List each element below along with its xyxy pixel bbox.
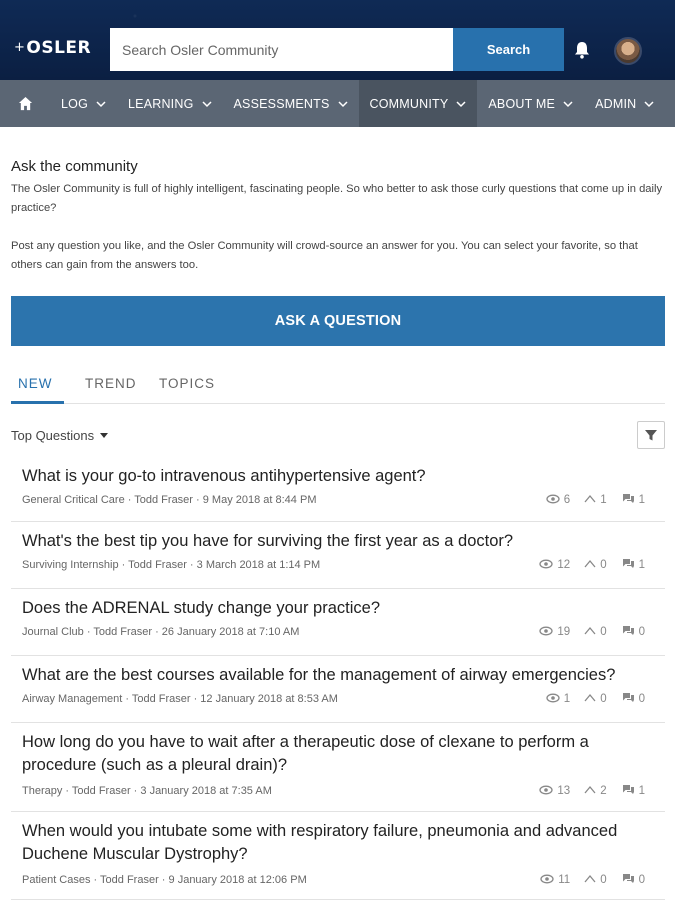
question-title[interactable]: What is your go-to intravenous antihypertensive agent?: [22, 467, 426, 485]
votes-count[interactable]: 0: [584, 874, 606, 886]
list-item[interactable]: [11, 589, 665, 656]
search-input[interactable]: [110, 28, 453, 71]
chevron-down-icon: [456, 99, 466, 109]
question-meta: Patient Cases · Todd Fraser · 9 January 2018 at 12:06 PM: [22, 874, 307, 886]
question-stats: [526, 873, 645, 887]
comments-icon: [621, 873, 639, 887]
answers-count: 0: [621, 625, 645, 639]
chevron-down-icon: [202, 99, 212, 109]
chevron-down-icon: [338, 99, 348, 109]
upvote-icon[interactable]: [584, 559, 600, 571]
nav-item-community[interactable]: COMMUNITY: [359, 80, 478, 127]
nav-item-log[interactable]: LOG: [50, 80, 117, 127]
tab-new[interactable]: NEW: [18, 376, 53, 391]
upvote-icon[interactable]: [584, 494, 600, 506]
bell-icon[interactable]: [572, 40, 592, 60]
chevron-down-icon: [563, 99, 573, 109]
question-title[interactable]: What are the best courses available for the management of airway emergencies?: [22, 666, 616, 684]
question-meta: Airway Management · Todd Fraser · 12 January 2018 at 8:53 AM: [22, 693, 338, 705]
main-nav: [0, 80, 675, 127]
search-button[interactable]: Search: [453, 28, 564, 71]
answers-count: 1: [621, 558, 645, 572]
nav-item-admin[interactable]: ADMIN: [584, 80, 665, 127]
votes-count[interactable]: 0: [584, 693, 606, 705]
nav-item-learning[interactable]: LEARNING: [117, 80, 223, 127]
question-meta: Surviving Internship · Todd Fraser · 3 March 2018 at 1:14 PM: [22, 559, 321, 571]
question-stats: [525, 558, 645, 572]
caret-down-icon: [100, 433, 108, 438]
chevron-down-icon: [96, 99, 106, 109]
upvote-icon[interactable]: [584, 785, 600, 797]
question-title[interactable]: Does the ADRENAL study change your practice?: [22, 599, 380, 617]
top-header: [0, 0, 675, 80]
answers-count: 1: [621, 784, 645, 798]
views-count: 6: [546, 494, 570, 507]
views-count: 13: [539, 785, 570, 798]
list-item[interactable]: [11, 812, 665, 900]
question-meta: Journal Club · Todd Fraser · 26 January 2018 at 7:10 AM: [22, 626, 300, 638]
intro-paragraph: The Osler Community is full of highly intelligent, fascinating people. So who better to ask those curly questions that come up in daily practice?: [11, 183, 663, 214]
question-title[interactable]: What's the best tip you have for surviving the first year as a doctor?: [22, 532, 514, 550]
question-stats: [525, 784, 645, 798]
active-tab-indicator: [11, 401, 64, 404]
comments-icon: [621, 493, 639, 507]
views-count: 12: [539, 559, 570, 572]
votes-count[interactable]: 1: [584, 494, 606, 506]
question-stats: [525, 625, 645, 639]
question-title[interactable]: How long do you have to wait after a therapeutic dose of clexane to perform a procedure (such as a pleural drain)?: [22, 733, 589, 774]
votes-count[interactable]: 0: [584, 559, 606, 571]
ask-question-button[interactable]: ASK A QUESTION: [11, 296, 665, 346]
answers-count: 0: [621, 692, 645, 706]
avatar[interactable]: [614, 37, 642, 65]
question-meta: General Critical Care · Todd Fraser · 9 May 2018 at 8:44 PM: [22, 494, 317, 506]
sort-dropdown[interactable]: Top Questions: [11, 428, 108, 443]
eye-icon: [546, 494, 564, 507]
list-item[interactable]: [11, 656, 665, 723]
answers-count: 1: [621, 493, 645, 507]
nav-item-about-me[interactable]: ABOUT ME: [477, 80, 584, 127]
list-item[interactable]: [11, 723, 665, 812]
page-title: Ask the community: [11, 158, 138, 175]
home-icon: [18, 96, 33, 111]
intro-paragraph: Post any question you like, and the Osler Community will crowd-source an answer for you. You can select your favorite, so that others can gain from the answers too.: [11, 240, 638, 271]
list-item[interactable]: [11, 522, 665, 589]
question-meta: Therapy · Todd Fraser · 3 January 2018 at 7:35 AM: [22, 785, 272, 797]
comments-icon: [621, 558, 639, 572]
filter-button[interactable]: [637, 421, 665, 449]
list-item[interactable]: [11, 457, 665, 522]
question-stats: [532, 493, 645, 507]
views-count: 19: [539, 626, 570, 639]
tab-topics[interactable]: TOPICS: [159, 376, 216, 391]
question-stats: [532, 692, 645, 706]
upvote-icon[interactable]: [584, 874, 600, 886]
comments-icon: [621, 784, 639, 798]
question-tabs: [11, 366, 665, 404]
views-count: 11: [540, 874, 570, 887]
votes-count[interactable]: 0: [584, 626, 606, 638]
upvote-icon[interactable]: [584, 626, 600, 638]
comments-icon: [621, 625, 639, 639]
eye-icon: [539, 785, 557, 798]
question-title[interactable]: When would you intubate some with respiratory failure, pneumonia and advanced Duchene Muscular Dystrophy?: [22, 822, 618, 863]
tab-trend[interactable]: TREND: [85, 376, 137, 391]
eye-icon: [540, 874, 558, 887]
comments-icon: [621, 692, 639, 706]
upvote-icon[interactable]: [584, 693, 600, 705]
nav-home[interactable]: [0, 80, 50, 127]
eye-icon: [546, 693, 564, 706]
osler-logo[interactable]: +OSLER: [14, 38, 92, 58]
nav-item-assessments[interactable]: ASSESSMENTS: [223, 80, 359, 127]
votes-count[interactable]: 2: [584, 785, 606, 797]
answers-count: 0: [621, 873, 645, 887]
eye-icon: [539, 559, 557, 572]
filter-icon: [644, 428, 658, 442]
chevron-down-icon: [644, 99, 654, 109]
views-count: 1: [546, 693, 570, 706]
eye-icon: [539, 626, 557, 639]
